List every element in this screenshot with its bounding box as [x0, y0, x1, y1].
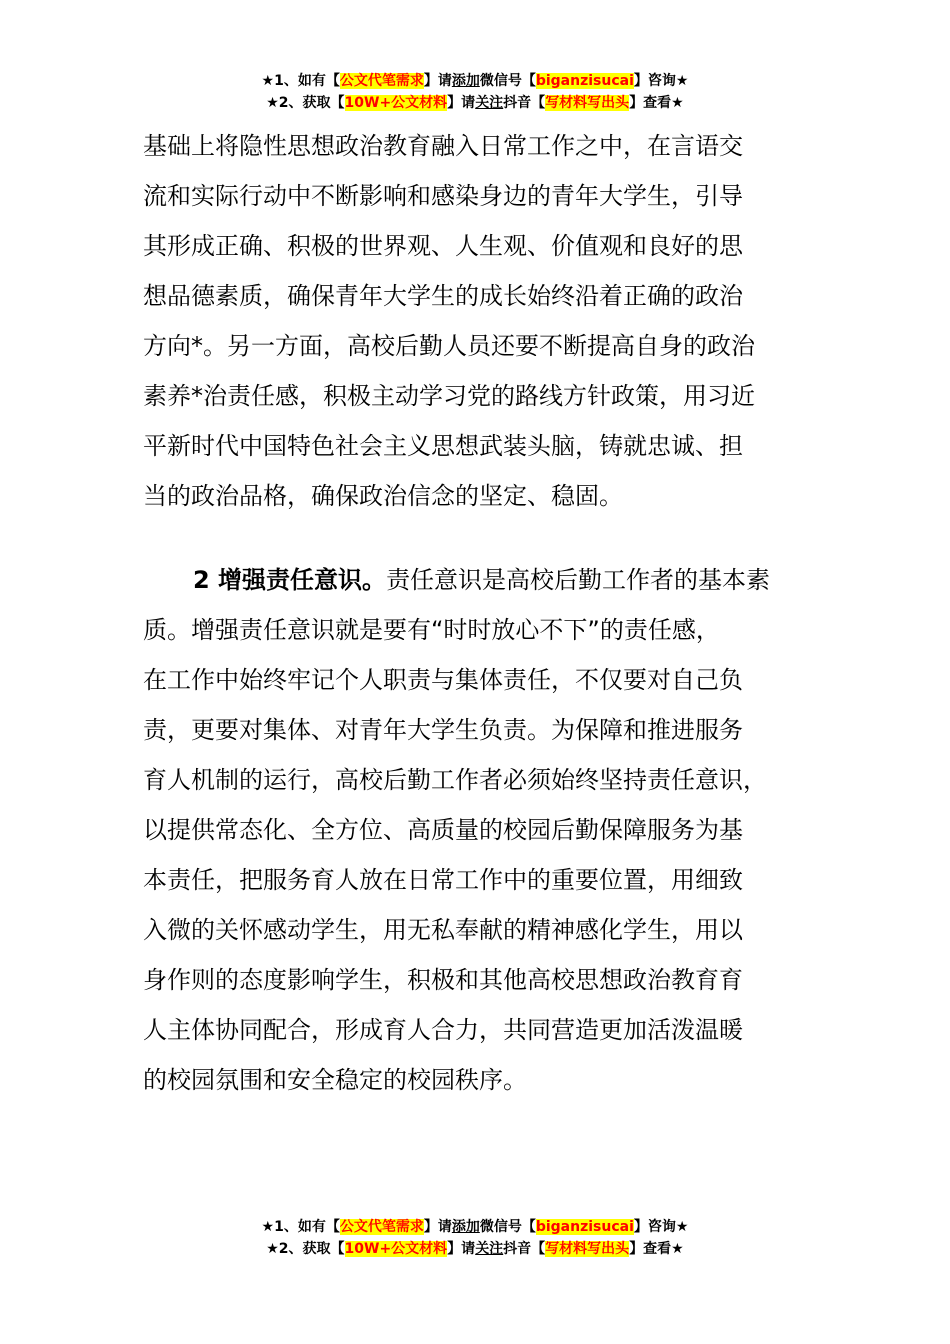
banner-line-2: [0, 1238, 950, 1260]
banner-text: 】请: [447, 1241, 476, 1257]
banner-underlined-add: 添加: [451, 1219, 480, 1235]
banner-text: 】咨询★: [633, 1219, 689, 1235]
paragraph-2: [143, 555, 815, 1105]
header-banner: [0, 70, 950, 114]
text-line: 以提供常态化、全方位、高质量的校园后勤保障服务为基: [143, 816, 743, 844]
text-line: 人主体协同配合，形成育人合力，共同营造更加活泼温暖: [143, 1016, 743, 1044]
banner-text: 】咨询★: [633, 73, 689, 89]
banner-line-1: [0, 70, 950, 92]
text-line: 质。增强责任意识就是要有“时时放心不下”的责任感，: [143, 616, 720, 644]
text-line: 身作则的态度影响学生，积极和其他高校思想政治教育育: [143, 966, 743, 994]
section-heading: 2 增强责任意识。: [193, 566, 387, 594]
text-line: 入微的关怀感动学生，用无私奉献的精神感化学生，用以: [143, 916, 743, 944]
text-line: 当的政治品格，确保政治信念的坚定、稳固。: [143, 482, 623, 510]
banner-text: 】查看★: [629, 95, 684, 111]
banner-text: 微信号【: [479, 1219, 536, 1235]
banner-text: ★1、如有【: [261, 1219, 340, 1235]
banner-text: 】查看★: [629, 1241, 684, 1257]
banner-text: 抖音【: [503, 1241, 546, 1257]
text-line: 想品德素质，确保青年大学生的成长始终沿着正确的政治: [143, 282, 743, 310]
banner-highlight-service: 公文代笔需求: [339, 1219, 424, 1235]
text-line: 责，更要对集体、对青年大学生负责。为保障和推进服务: [143, 716, 743, 744]
text-line-first: [143, 555, 815, 605]
text-line: 其形成正确、积极的世界观、人生观、价值观和良好的思: [143, 232, 743, 260]
banner-highlight-wechat-id: biganzisucai: [535, 73, 634, 89]
banner-line-2: [0, 92, 950, 114]
text-line: 本责任，把服务育人放在日常工作中的重要位置，用细致: [143, 866, 743, 894]
text-fragment: 责任意识是高校后勤工作者的基本素: [386, 566, 771, 594]
banner-text: 】请: [447, 95, 476, 111]
text-line: 流和实际行动中不断影响和感染身边的青年大学生，引导: [143, 182, 743, 210]
banner-underlined-follow: 关注: [475, 1241, 504, 1257]
text-line: 的校园氛围和安全稳定的校园秩序。: [143, 1066, 527, 1094]
paragraph-1: [143, 121, 815, 521]
text-line: 在工作中始终牢记个人职责与集体责任，不仅要对自己负: [143, 666, 743, 694]
banner-text: ★2、获取【: [266, 95, 345, 111]
banner-line-1: [0, 1216, 950, 1238]
banner-highlight-materials: 10W+公文材料: [344, 95, 448, 111]
text-line: 素养*治责任感，积极主动学习党的路线方针政策，用习近: [143, 382, 755, 410]
banner-text: 微信号【: [479, 73, 536, 89]
banner-underlined-follow: 关注: [475, 95, 504, 111]
text-line: 方向*。另一方面，高校后勤人员还要不断提高自身的政治: [143, 332, 755, 360]
banner-text: 】请: [423, 73, 452, 89]
banner-text: 抖音【: [503, 95, 546, 111]
banner-text: ★1、如有【: [261, 73, 340, 89]
banner-underlined-add: 添加: [451, 73, 480, 89]
banner-text: 】请: [423, 1219, 452, 1235]
banner-highlight-service: 公文代笔需求: [339, 73, 424, 89]
text-line: 平新时代中国特色社会主义思想武装头脑，铸就忠诚、担: [143, 432, 743, 460]
banner-text: ★2、获取【: [266, 1241, 345, 1257]
text-line: 基础上将隐性思想政治教育融入日常工作之中，在言语交: [143, 132, 743, 160]
banner-highlight-douyin: 写材料写出头: [545, 95, 630, 111]
banner-highlight-wechat-id: biganzisucai: [535, 1219, 634, 1235]
footer-banner: [0, 1216, 950, 1260]
text-line: 育人机制的运行，高校后勤工作者必须始终坚持责任意识，: [143, 766, 767, 794]
banner-highlight-materials: 10W+公文材料: [344, 1241, 448, 1257]
banner-highlight-douyin: 写材料写出头: [545, 1241, 630, 1257]
